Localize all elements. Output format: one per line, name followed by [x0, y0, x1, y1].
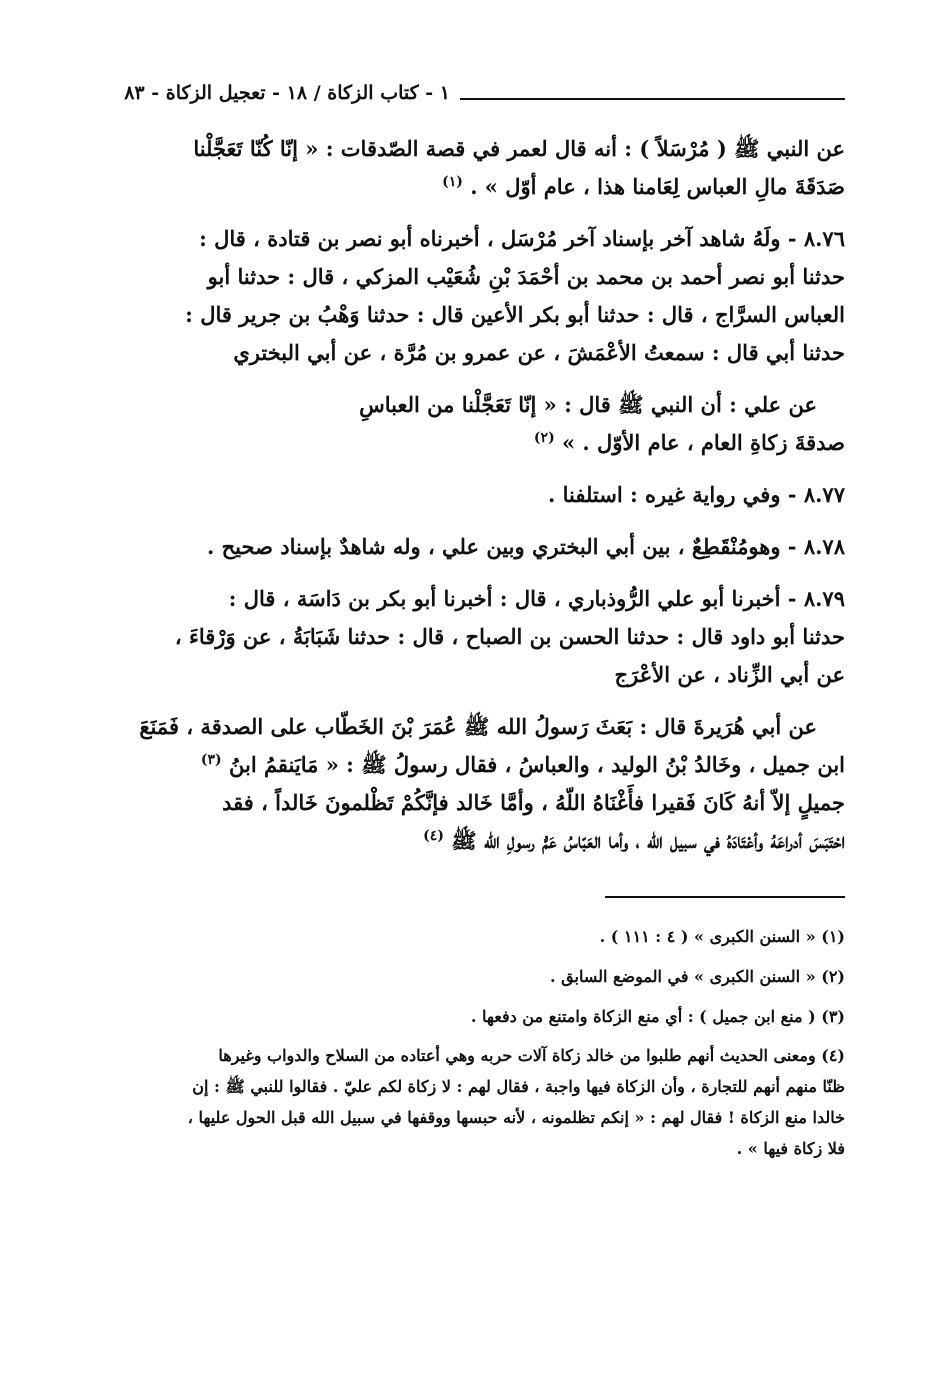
footnote-marker: (٣) — [200, 752, 222, 768]
text-line: ٨.٧٩ - أخبرنا أبو علي الرُّوذباري ، قال : أخبرنا أبو بكر بن دَاسَة ، قال : — [228, 586, 845, 611]
footnote-separator — [605, 896, 845, 898]
footnote-marker: (١) — [442, 174, 463, 190]
hadith-8077 — [100, 476, 845, 514]
paragraph-abu-hurayra — [100, 708, 845, 860]
text-line: عن أبي الزِّناد ، عن الأعْرَج — [614, 662, 845, 687]
text-line: صدقةَ زكاةِ العام ، عام الأوّل . » $^{(٢)}$ — [533, 430, 845, 455]
hadith-8078 — [100, 528, 845, 566]
text-line: ٨.٧٧ - وفي رواية غيره : استلفنا . — [547, 482, 845, 507]
running-head-text: ١ - كتاب الزكاة / ١٨ - تعجيل الزكاة - ٨٣ — [124, 82, 450, 104]
footnote-1: (١) « السنن الكبرى » ( ٤ : ١١١ ) . — [599, 927, 845, 946]
hadith-8076 — [100, 220, 845, 372]
running-head — [100, 70, 845, 110]
text-line: عن أبي هُرَيرةَ قال : بَعَثَ رَسولُ الله ﷺ عُمَرَ بْنَ الخَطّاب على الصدقة ، فَمَنَعَ — [139, 714, 817, 739]
book-page — [100, 70, 845, 1170]
paragraph-1 — [100, 130, 845, 206]
text-line: ظنّا منهم أنهم للتجارة ، وأن الزكاة فيها واجبة ، فقال لهم : لا زكاة لكم عليّ . فقالوا للنبي ﷺ : إن — [192, 1077, 845, 1096]
running-head-rule — [460, 98, 845, 100]
text-line: حدثنا أبي قال : سمعتُ الأعْمَشَ ، عن عمرو بن مُرَّة ، عن أبي البختري — [233, 340, 845, 365]
text-line: ٨.٧٨ - وهومُنْقَطِعٌ ، بين أبي البختري وبين علي ، وله شاهدٌ بإسناد صحيح . — [207, 534, 845, 559]
text-line: حدثنا أبو نصر أحمد بن محمد بن أحْمَدَ بْنِ شُعَيْب المزكي ، قال : حدثنا أبو — [207, 264, 845, 289]
text-line: صَدَقَةَ مالِ العباس لِعَامنا هذا ، عام أوّل » . $^{(١)}$ — [442, 174, 845, 199]
text-line: العباس السرَّاج ، قال : حدثنا أبو بكر الأعين قال : حدثنا وَهْبُ بن جرير قال : — [185, 302, 845, 327]
footnote-marker: (٢) — [533, 430, 555, 446]
text-line: ابن جميل ، وخَالدُ بْنُ الوليد ، والعباسُ ، فقال رسولُ ﷺ : « مَايَنقمُ ابنُ $^{(٣)}$ — [200, 752, 845, 777]
text-line: فلا زكاة فيها » . — [736, 1139, 845, 1158]
footnote-4 — [100, 1040, 845, 1164]
text-line: عن علي : أن النبي ﷺ قال : « إنّا تَعَجَّلْنا من العباسِ — [359, 392, 817, 417]
footnote-2: (٢) « السنن الكبرى » في الموضع السابق . — [550, 967, 845, 986]
text-line: جميلٍ إلاّ أنهُ كَانَ فَقيرا فأَغْنَاهُ اللّهُ ، وأمَّا خَالد فإنَّكُمْ تَظْلمونَ خَالداً ، فقد — [222, 790, 845, 815]
text-line: ٨.٧٦ - ولَهُ شاهد آخر بإسناد آخر مُرْسَل ، أخبرناه أبو نصر بن قتادة ، قال : — [199, 226, 845, 251]
footnotes — [100, 920, 845, 1164]
text-line: عن النبي ﷺ ( مُرْسَلاً ) : أنه قال لعمر في قصة الصّدقات : « إنّا كُنّا تَعَجَّلْنا — [193, 136, 845, 161]
text-line: (٤) ومعنى الحديث أنهم طلبوا من خالد زكاة آلات حربه وهي أعتاده من السلاح والدواب وغيرها — [218, 1046, 845, 1065]
text-line: احْتَبَسَ أدراعَهُ وأعْتَادَهُ في سبيل الله ، وأما العَبّاسُ عَمُّ رسولِ الله ﷺ $^{(٤)}$ — [423, 828, 845, 853]
hadith-8079 — [100, 580, 845, 694]
text-line: حدثنا أبو داود قال : حدثنا الحسن بن الصباح ، قال : حدثنا شَبَابَةُ ، عن وَرْقاءَ ، — [174, 624, 845, 649]
footnote-marker: (٤) — [423, 828, 444, 844]
text-line: خالدا منع الزكاة ! فقال لهم : « إنكم تظلمونه ، لأنه حبسها ووقفها في سبيل الله قبل الحول عليها ، — [187, 1108, 845, 1127]
paragraph-ali — [100, 386, 845, 462]
footnote-3: (٣) ( منع ابن جميل ) : أي منع الزكاة وامتنع من دفعها . — [470, 1007, 845, 1026]
